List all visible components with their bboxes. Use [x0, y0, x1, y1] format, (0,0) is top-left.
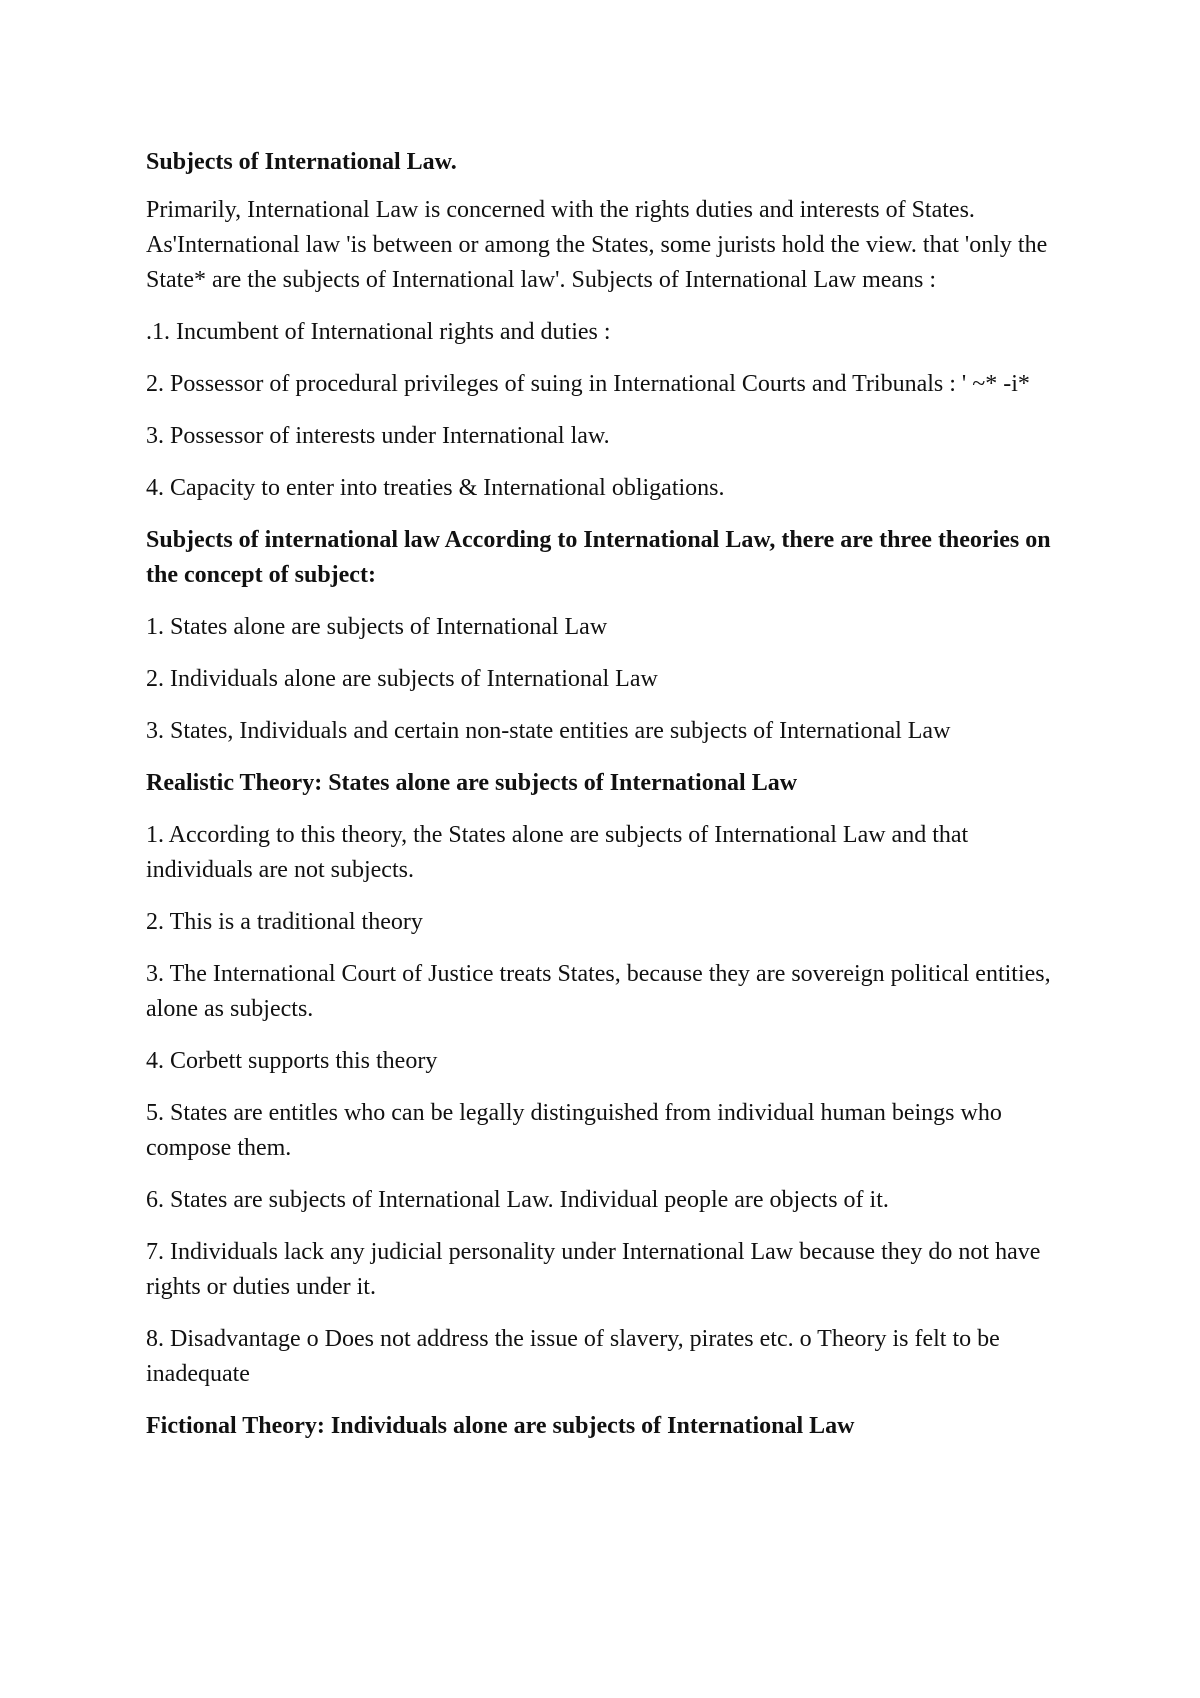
theories-heading: Subjects of international law According to International Law, there are three theories on the concept of subject:: [146, 527, 1051, 588]
intro-paragraph: Primarily, International Law is concerned with the rights duties and interests of States. As'International law 'is between or among the States, some jurists hold the view. that 'only the State* are the subjects of International law'. Subjects of International Law means :: [146, 197, 1048, 293]
theory-item-3: 3. States, Individuals and certain non-state entities are subjects of International Law: [146, 718, 951, 744]
realistic-point-1: 1. According to this theory, the States alone are subjects of International Law and that individuals are not subjects.: [146, 822, 969, 883]
realistic-point-4: 4. Corbett supports this theory: [146, 1048, 438, 1074]
theory-item-2: 2. Individuals alone are subjects of International Law: [146, 666, 658, 692]
realistic-point-5: 5. States are entitles who can be legally distinguished from individual human beings who compose them.: [146, 1100, 1002, 1161]
meaning-item-4: 4. Capacity to enter into treaties & International obligations.: [146, 475, 725, 501]
realistic-point-6: 6. States are subjects of International Law. Individual people are objects of it.: [146, 1187, 889, 1213]
realistic-point-7: 7. Individuals lack any judicial personality under International Law because they do not have rights or duties under it.: [146, 1239, 1041, 1300]
document-title: Subjects of International Law.: [146, 149, 457, 175]
meaning-item-1: .1. Incumbent of International rights and duties :: [146, 319, 611, 345]
fictional-theory-heading: Fictional Theory: Individuals alone are subjects of International Law: [146, 1413, 855, 1439]
realistic-point-8: 8. Disadvantage o Does not address the issue of slavery, pirates etc. o Theory is felt to be inadequate: [146, 1326, 1000, 1387]
theory-item-1: 1. States alone are subjects of International Law: [146, 614, 608, 640]
document-body: [146, 145, 1066, 1461]
realistic-point-3: 3. The International Court of Justice treats States, because they are sovereign political entities, alone as subjects.: [146, 961, 1051, 1022]
meaning-item-3: 3. Possessor of interests under International law.: [146, 423, 610, 449]
meaning-item-2: 2. Possessor of procedural privileges of suing in International Courts and Tribunals : ' ~* -i*: [146, 371, 1030, 397]
realistic-point-2: 2. This is a traditional theory: [146, 909, 423, 935]
realistic-theory-heading: Realistic Theory: States alone are subjects of International Law: [146, 770, 798, 796]
